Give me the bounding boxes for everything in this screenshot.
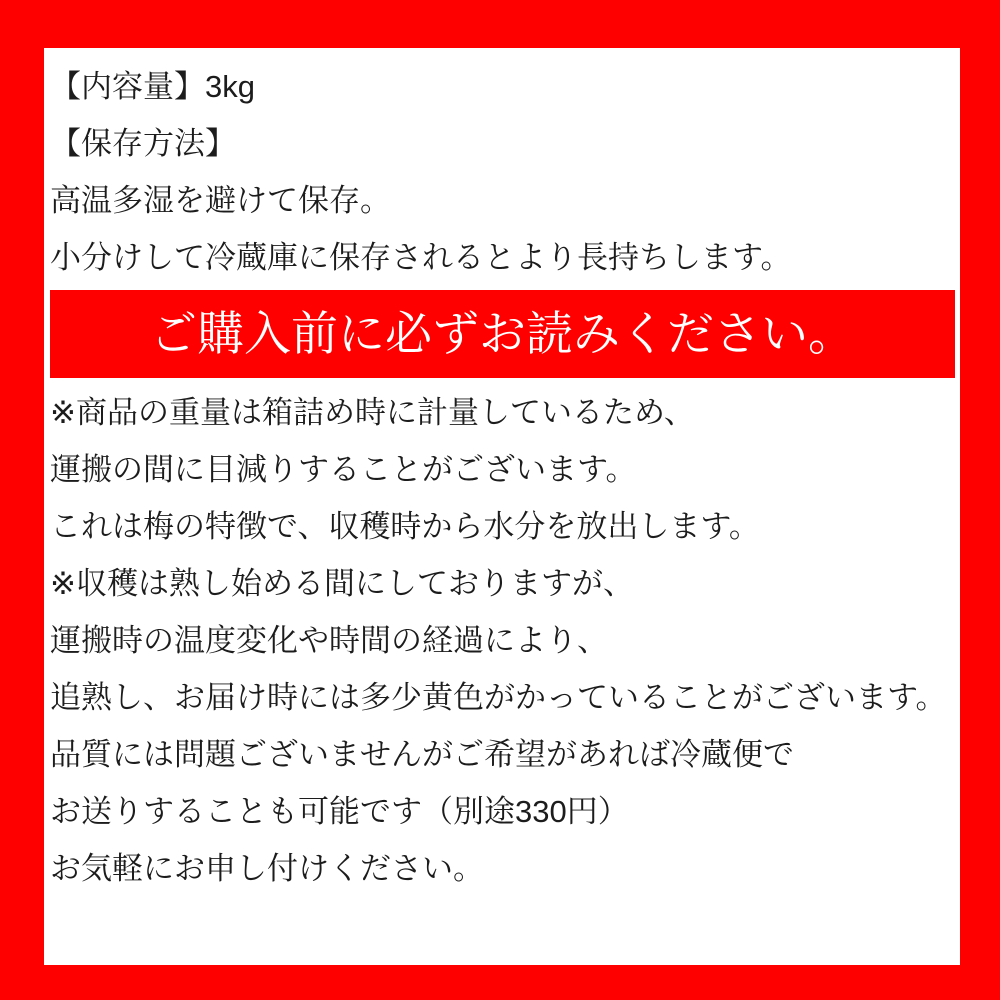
note-line: 追熟し、お届け時には多少黄色がかっていることがございます。 <box>50 680 947 715</box>
storage-note-line: 高温多湿を避けて保存。 <box>50 183 391 218</box>
note-line: 運搬時の温度変化や時間の経過により、 <box>50 623 608 658</box>
note-line: 運搬の間に目減りすることがございます。 <box>50 452 637 487</box>
note-line: お送りすることも可能です（別途330円） <box>50 794 629 829</box>
storage-method-heading: 【保存方法】 <box>50 126 236 161</box>
note-line: これは梅の特徴で、収穫時から水分を放出します。 <box>50 509 760 544</box>
storage-info-section <box>44 58 960 286</box>
note-line: ※収穫は熟し始める間にしておりますが、 <box>50 566 634 601</box>
note-line: ※商品の重量は箱詰め時に計量しているため、 <box>50 395 695 430</box>
storage-note-line: 小分けして冷蔵庫に保存されるとより長持ちします。 <box>50 240 792 275</box>
note-line: 品質には問題ございませんがご希望があれば冷蔵便で <box>50 737 794 772</box>
purchase-notes-section <box>44 384 960 897</box>
product-info-panel <box>44 48 960 965</box>
contents-amount-line: 【内容量】3kg <box>50 69 255 104</box>
notice-banner <box>50 290 955 378</box>
note-line: お気軽にお申し付けください。 <box>50 851 484 886</box>
notice-banner-text: ご購入前に必ずお読みください。 <box>150 307 855 360</box>
